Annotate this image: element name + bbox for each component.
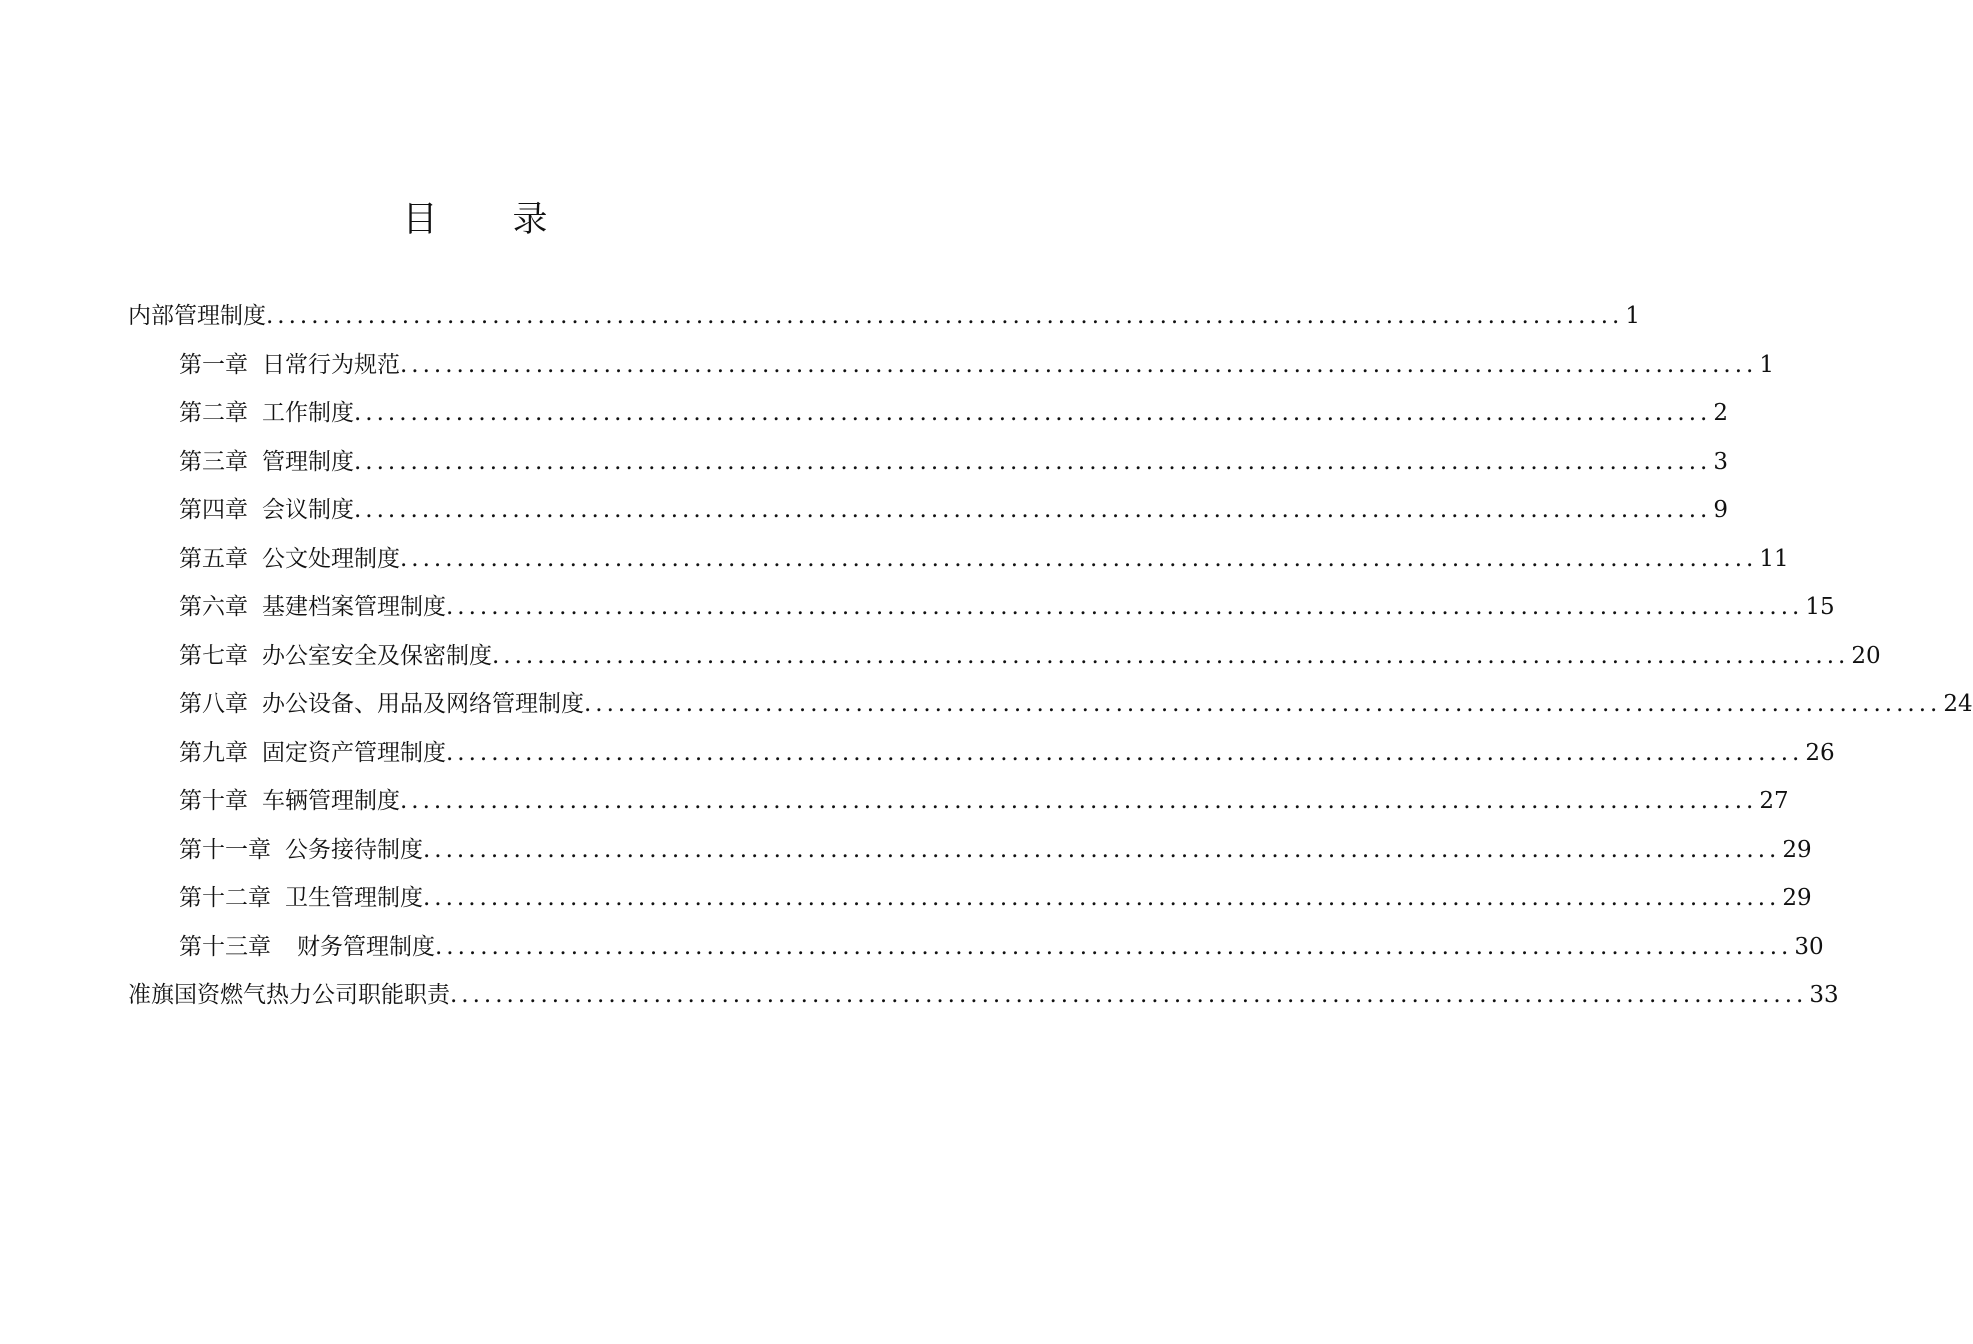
toc-chapter-number: 第十三章 — [179, 933, 271, 960]
toc-entry-label — [179, 389, 354, 438]
toc-page-number: 30 — [1794, 933, 1824, 960]
toc-chapter-number: 第一章 — [179, 351, 248, 378]
toc-entry-label — [179, 729, 446, 778]
toc-page-number: 26 — [1805, 739, 1835, 766]
toc-entry-label — [179, 583, 446, 632]
toc-leader-dots: ........................................................................................................................ — [354, 497, 1712, 523]
toc-entry-label — [179, 438, 354, 487]
toc-entry-title: 办公室安全及保密制度 — [262, 642, 492, 669]
toc-page-number: 1 — [1625, 303, 1640, 329]
toc-entry-label — [128, 971, 450, 1020]
toc-leader-dots: ........................................................................................................................ — [266, 303, 1624, 329]
toc-entry-label — [179, 874, 423, 923]
page-title — [0, 196, 950, 244]
toc-entry-label — [179, 826, 423, 875]
toc-page-number: 15 — [1805, 594, 1835, 620]
toc-chapter-number: 第九章 — [179, 739, 248, 766]
toc-leader-dots: ........................................................................................................................ — [423, 885, 1781, 911]
toc-entry[interactable] — [128, 438, 1728, 487]
toc-entry-title: 内部管理制度 — [128, 303, 266, 329]
toc-entry-label — [179, 777, 400, 826]
toc-entry[interactable] — [128, 826, 1812, 875]
toc-chapter-number: 第八章 — [179, 691, 248, 717]
toc-entry-title: 公文处理制度 — [262, 545, 400, 572]
toc-page-number: 11 — [1759, 545, 1789, 572]
toc-entry[interactable] — [128, 923, 1824, 972]
toc-entry-title: 卫生管理制度 — [285, 885, 423, 911]
toc-page-number: 33 — [1809, 982, 1839, 1008]
toc-entry-title: 工作制度 — [262, 400, 354, 426]
toc-chapter-number: 第五章 — [179, 545, 248, 572]
toc-leader-dots: ........................................................................................................................ — [446, 594, 1804, 620]
toc-page-number: 29 — [1782, 885, 1812, 911]
toc-page-number: 20 — [1851, 642, 1881, 669]
toc-leader-dots: ........................................................................................................................ — [446, 739, 1804, 766]
toc-entry[interactable] — [128, 971, 1839, 1020]
toc-entry-title: 财务管理制度 — [297, 933, 435, 960]
toc-leader-dots: ........................................................................................................................ — [354, 400, 1712, 426]
toc-entry[interactable] — [128, 292, 1640, 341]
title-char-right: 录 — [512, 200, 548, 240]
toc-entry-label — [128, 292, 266, 341]
toc-leader-dots: ........................................................................................................................ — [423, 836, 1781, 863]
toc-chapter-number: 第七章 — [179, 642, 248, 669]
toc-page-number: 2 — [1713, 400, 1728, 426]
toc-leader-dots: ........................................................................................................................ — [584, 691, 1942, 717]
title-char-left: 目 — [402, 200, 438, 240]
toc-chapter-number: 第三章 — [179, 448, 248, 475]
toc-entry-title: 日常行为规范 — [262, 351, 400, 378]
toc-entry-label — [179, 486, 354, 535]
toc-leader-dots: ........................................................................................................................ — [450, 982, 1808, 1008]
toc-leader-dots: ........................................................................................................................ — [435, 933, 1793, 960]
toc-entry-title: 固定资产管理制度 — [262, 739, 446, 766]
toc-page-number: 9 — [1713, 497, 1728, 523]
table-of-contents — [128, 292, 1973, 1020]
toc-chapter-number: 第十一章 — [179, 836, 271, 863]
toc-entry-title: 公务接待制度 — [285, 836, 423, 863]
toc-entry-label — [179, 632, 492, 681]
toc-chapter-number: 第二章 — [179, 400, 248, 426]
toc-leader-dots: ........................................................................................................................ — [400, 788, 1758, 814]
toc-leader-dots: ........................................................................................................................ — [354, 448, 1712, 475]
toc-entry-label — [179, 680, 584, 729]
toc-chapter-number: 第四章 — [179, 497, 248, 523]
toc-entry[interactable] — [128, 874, 1812, 923]
toc-entry-label — [179, 535, 400, 584]
toc-entry[interactable] — [128, 341, 1774, 390]
toc-page-number: 1 — [1759, 351, 1774, 378]
toc-entry-title: 基建档案管理制度 — [262, 594, 446, 620]
toc-page-number: 27 — [1759, 788, 1789, 814]
toc-entry[interactable] — [128, 486, 1728, 535]
toc-entry-title: 准旗国资燃气热力公司职能职责 — [128, 982, 450, 1008]
toc-leader-dots: ........................................................................................................................ — [400, 351, 1758, 378]
toc-entry[interactable] — [128, 535, 1789, 584]
toc-page-number: 24 — [1943, 691, 1973, 717]
toc-entry[interactable] — [128, 389, 1728, 438]
toc-entry-title: 办公设备、用品及网络管理制度 — [262, 691, 584, 717]
toc-entry[interactable] — [128, 583, 1835, 632]
toc-entry-label — [179, 341, 400, 390]
toc-chapter-number: 第六章 — [179, 594, 248, 620]
toc-chapter-number: 第十二章 — [179, 885, 271, 911]
toc-leader-dots: ........................................................................................................................ — [400, 545, 1758, 572]
toc-entry-title: 车辆管理制度 — [262, 788, 400, 814]
toc-page-number: 3 — [1713, 448, 1728, 475]
toc-entry[interactable] — [128, 777, 1789, 826]
toc-entry-title: 管理制度 — [262, 448, 354, 475]
toc-entry-label — [179, 923, 435, 972]
toc-entry[interactable] — [128, 680, 1973, 729]
toc-leader-dots: ........................................................................................................................ — [492, 642, 1850, 669]
toc-page-number: 29 — [1782, 836, 1812, 863]
toc-chapter-number: 第十章 — [179, 788, 248, 814]
toc-entry[interactable] — [128, 729, 1835, 778]
toc-entry[interactable] — [128, 632, 1881, 681]
toc-entry-title: 会议制度 — [262, 497, 354, 523]
